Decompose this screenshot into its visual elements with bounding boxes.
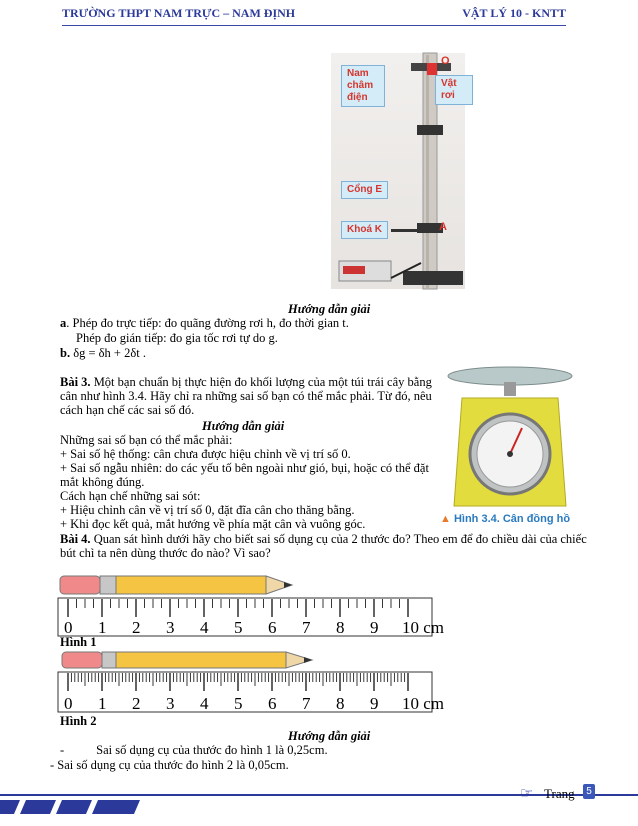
bai3-guide-title: Hướng dẫn giải [202,419,285,433]
guide1-title: Hướng dẫn giải [288,302,371,316]
ruler-number: 5 [234,694,243,713]
pencil-2 [62,652,312,668]
hinh2-label: Hình 2 [60,714,97,728]
ruler-number: 4 [200,618,209,637]
clock-scale-drawing [440,362,580,530]
ruler-1-figure [56,572,445,638]
footer-stripes [0,770,638,826]
point-a-label: A [439,221,447,233]
page-number-badge: 5 [583,784,595,799]
ruler-number: 9 [370,694,379,713]
ruler-number: 6 [268,618,277,637]
ruler-number: 10 cm [402,618,445,637]
bai3-line-5: + Hiệu chỉnh cân về vị trí số 0, đặt đĩa cân cho thăng bằng. [60,503,355,517]
ruler-number: 8 [336,694,345,713]
label-cong-e: Cổng E [341,181,388,199]
bai3-line-6: + Khi đọc kết quả, mắt hướng về phía mặt cân và vuông góc. [60,517,366,531]
ruler-number: 8 [336,618,345,637]
subject-name: VẬT LÝ 10 - KNTT [462,6,566,20]
ruler-number: 0 [64,618,73,637]
guide1-line-a: a. Phép đo trực tiếp: đo quãng đường rơi h, đo thời gian t. [60,316,349,330]
page-footer [0,770,638,826]
ruler-number: 3 [166,694,175,713]
pointing-hand-icon: ☞ [520,784,534,802]
pencil-1 [60,576,292,594]
point-o-label: O [441,55,450,67]
ruler-number: 2 [132,618,141,637]
ruler-number: 4 [200,694,209,713]
bai4-answer-2: - Sai số dụng cụ của thước đo hình 2 là 0,05cm. [50,758,289,772]
page-header [62,3,566,26]
ruler-number: 0 [64,694,73,713]
bai4-question: Bài 4. Quan sát hình dưới hãy cho biết sai số dụng cụ của 2 thước đo? Theo em để đo chiều dài của chiếc bút chì ta nên dùng thước đo nào? Vì sao? [60,532,587,560]
free-fall-apparatus-photo [331,53,465,289]
guide1-line-b: b. δg = δh + 2δt . [60,346,146,360]
bai3-line-4: Cách hạn chế những sai sót: [60,489,201,503]
caption-marker-icon: ▲ [440,513,451,525]
label-khoa-k: Khoá K [341,221,388,239]
school-name: TRƯỜNG THPT NAM TRỰC – NAM ĐỊNH [62,6,296,20]
hinh1-label: Hình 1 [60,635,97,649]
ruler-number: 7 [302,618,311,637]
ruler-number: 7 [302,694,311,713]
bai4-guide-title: Hướng dẫn giải [288,729,371,743]
bai3-line-1: Những sai số bạn có thể mắc phải: [60,433,233,447]
ruler-number: 5 [234,618,243,637]
bai3-line-3: + Sai số ngẫu nhiên: do các yếu tố bên ngoài như gió, bụi, hoặc có thể đặt mắt không đúng. [60,461,429,489]
page-word: Trang [544,786,575,801]
ruler-2-figure [56,650,445,716]
figure-3-4-caption: ▲ Hình 3.4. Cân đồng hồ [440,513,571,525]
bai3-line-2: + Sai số hệ thống: cân chưa được hiệu chỉnh về vị trí số 0. [60,447,351,461]
clock-scale-figure [440,362,580,530]
ruler-number: 9 [370,618,379,637]
guide1-line-a2: Phép đo gián tiếp: đo gia tốc rơi tự do g. [76,331,278,345]
ruler-number: 3 [166,618,175,637]
label-vat-roi: Vật rơi [435,75,473,105]
ruler-number: 6 [268,694,277,713]
ruler-number: 10 cm [402,694,445,713]
ruler-number: 2 [132,694,141,713]
ruler-number: 1 [98,618,107,637]
bai4-answer-1: - Sai số dụng cụ của thước đo hình 1 là 0,25cm. [60,743,328,757]
label-nam-cham-dien: Nam châm điện [341,65,385,107]
bai3-question: Bài 3. Một bạn chuẩn bị thực hiện đo khối lượng của một túi trái cây bằng cân như hình 3.4. Hãy chỉ ra những sai số bạn có thể mắc phải. Từ đó, nêu cách hạn chế các sai số đó. [60,375,432,417]
ruler-number: 1 [98,694,107,713]
